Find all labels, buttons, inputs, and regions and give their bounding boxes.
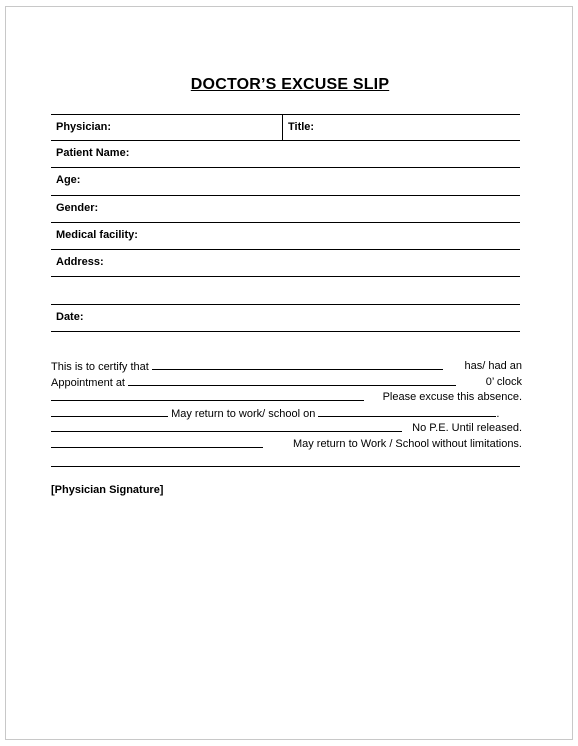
certification-bottom-rule [51, 466, 520, 467]
age-label: Age: [56, 174, 81, 187]
cert-line-1-start: This is to certify that [51, 361, 149, 373]
cert-line-3 [51, 390, 522, 406]
patient-name-label: Patient Name: [56, 147, 130, 159]
cert-line-4 [51, 406, 522, 422]
reason-blank [51, 390, 364, 401]
excuse-form [51, 114, 520, 332]
cert-line-3-end: Please excuse this absence. [382, 391, 522, 404]
physician-row [51, 114, 520, 141]
address-row [51, 250, 520, 277]
cert-line-5-end: No P.E. Until released. [412, 422, 522, 435]
date-row [51, 305, 520, 332]
cert-line-1 [51, 359, 522, 375]
title-label: Title: [288, 121, 315, 133]
cert-line-1-end: has/ had an [464, 360, 522, 372]
gender-row [51, 196, 520, 223]
pe-blank [51, 421, 402, 432]
cert-line-5 [51, 421, 522, 437]
medical-facility-row [51, 223, 520, 250]
physician-label: Physician: [56, 121, 112, 133]
patient-blank [152, 359, 443, 370]
cert-line-4-mid: May return to work/ school on [171, 407, 316, 420]
appointment-blank [128, 375, 456, 386]
address-label: Address: [56, 256, 104, 269]
physician-signature: [Physician Signature] [51, 484, 164, 496]
gender-label: Gender: [56, 201, 99, 214]
title-cell [282, 115, 314, 140]
return-date-blank [318, 406, 496, 417]
cert-line-4-end: . [496, 407, 500, 420]
cert-line-6 [51, 437, 522, 453]
cert-line-2-start: Appointment at [51, 376, 125, 389]
no-limit-blank [51, 437, 263, 448]
medical-facility-label: Medical facility: [56, 228, 138, 241]
document-title: DOCTOR’S EXCUSE SLIP [190, 76, 390, 93]
age-row [51, 168, 520, 195]
address-continuation-row [51, 277, 520, 304]
certification-block [51, 359, 522, 453]
cert-line-6-end: May return to Work / School without limitations. [292, 437, 522, 450]
cert-line-2-end: 0’ clock [485, 375, 522, 388]
cert-line-2 [51, 375, 522, 391]
patient-name-row [51, 141, 520, 168]
date-label: Date: [56, 310, 84, 323]
return-name-blank [51, 406, 168, 417]
